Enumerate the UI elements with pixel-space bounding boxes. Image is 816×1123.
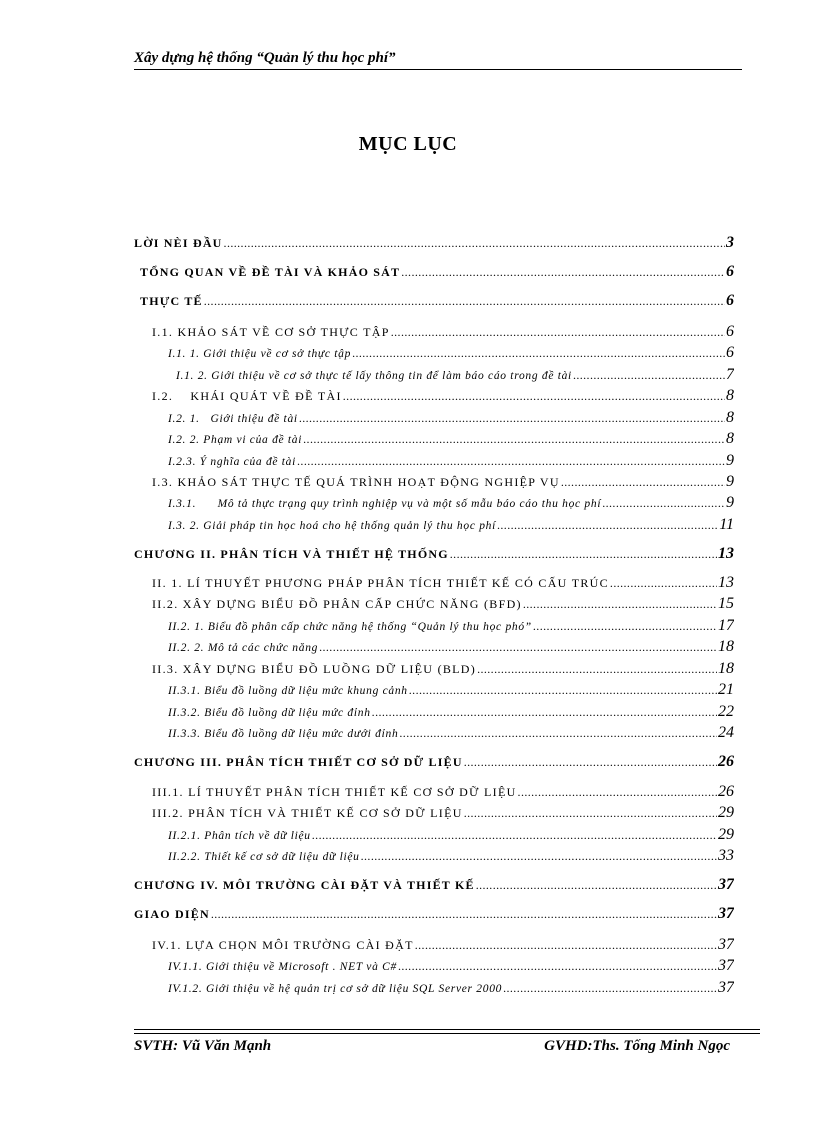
toc-dot-leader	[450, 547, 717, 562]
toc-entry-page: 13	[718, 574, 734, 591]
toc-entry	[168, 826, 734, 844]
toc-dot-leader	[573, 368, 725, 383]
toc-entry-page: 6	[726, 263, 734, 280]
toc-entry-label: II.2. 1. Biểu đồ phân cấp chức năng hệ thống “Quản lý thu học phó”	[168, 621, 532, 633]
toc-entry-label: I.1. KHẢO SÁT VỀ CƠ SỞ THỰC TẬP	[152, 325, 390, 339]
toc-entry	[168, 847, 734, 865]
toc-entry	[134, 234, 734, 252]
toc-entry	[140, 263, 734, 281]
toc-entry	[168, 724, 734, 742]
toc-entry-label: GIAO DIỆN	[134, 907, 210, 921]
toc-entry-label: I.2. KHÁI QUÁT VỀ ĐỀ TÀI	[152, 389, 342, 403]
toc-entry-label: CHƯƠNG III. PHÂN TÍCH THIẾT CƠ SỞ DỮ LIỆU	[134, 755, 463, 769]
toc-entry-label: II.2.1. Phân tích về dữ liệu	[168, 830, 311, 842]
toc-entry	[168, 638, 734, 656]
toc-entry-page: 9	[726, 452, 734, 469]
toc-entry-page: 18	[718, 660, 734, 677]
toc-dot-leader	[518, 785, 717, 800]
toc-dot-leader	[224, 236, 725, 251]
header-divider	[134, 69, 742, 70]
toc-entry	[152, 574, 734, 592]
toc-entry-page: 6	[726, 292, 734, 309]
toc-entry-page: 9	[726, 494, 734, 511]
toc-dot-leader	[401, 265, 725, 280]
toc-entry	[168, 617, 734, 635]
toc-dot-leader	[319, 640, 717, 655]
toc-entry	[168, 516, 734, 534]
toc-entry-label: II.2. XÂY DỰNG BIỂU ĐỒ PHÂN CẤP CHỨC NĂNG (BFD)	[152, 597, 522, 611]
page-header: Xây dựng hệ thống “Quản lý thu học phí”	[134, 50, 396, 66]
toc-entry-label: II.3. XÂY DỰNG BIỂU ĐỒ LUỒNG DỮ LIỆU (BLD)	[152, 662, 477, 676]
toc-entry-page: 22	[718, 703, 734, 720]
toc-dot-leader	[464, 755, 717, 770]
toc-entry	[168, 409, 734, 427]
toc-entry-label: II.3.3. Biểu đồ luồng dữ liệu mức dưới đỉnh	[168, 728, 399, 740]
toc-entry-page: 37	[718, 936, 734, 953]
toc-entry	[168, 681, 734, 699]
toc-entry-page: 26	[718, 783, 734, 800]
toc-dot-leader	[464, 806, 717, 821]
toc-entry	[152, 804, 734, 822]
toc-entry	[168, 452, 734, 470]
toc-entry-label: IV.1.2. Giới thiệu về hệ quản trị cơ sở dữ liệu SQL Server 2000	[168, 983, 503, 995]
toc-entry-page: 8	[726, 387, 734, 404]
toc-entry	[134, 905, 734, 923]
toc-entry-page: 37	[718, 957, 734, 974]
page-title: MỤC LỤC	[358, 133, 458, 155]
toc-entry-label: II. 1. LÍ THUYẾT PHƯƠNG PHÁP PHÂN TÍCH THIẾT KẾ CÓ CẤU TRÚC	[152, 576, 609, 590]
toc-dot-leader	[602, 496, 725, 511]
toc-entry-label: IV.1.1. Giới thiệu về Microsoft . NET và C#	[168, 961, 397, 973]
toc-entry	[134, 545, 734, 563]
toc-entry-label: IV.1. LỰA CHỌN MÔI TRƯỜNG CÀI ĐẶT	[152, 938, 414, 952]
toc-entry-page: 15	[718, 595, 734, 612]
toc-entry	[152, 595, 734, 613]
toc-entry-label: I.3. 2. Giải pháp tin học hoá cho hệ thống quản lý thu học phí	[168, 520, 496, 532]
toc-dot-leader	[561, 475, 725, 490]
toc-dot-leader	[399, 726, 717, 741]
toc-entry-label: TỔNG QUAN VỀ ĐỀ TÀI VÀ KHẢO SÁT	[140, 265, 401, 279]
toc-dot-leader	[497, 518, 718, 533]
toc-entry-page: 3	[726, 234, 734, 251]
toc-dot-leader	[477, 662, 717, 677]
toc-dot-leader	[391, 325, 725, 340]
toc-entry-page: 13	[718, 545, 734, 562]
toc-entry	[168, 979, 734, 997]
toc-dot-leader	[372, 705, 717, 720]
toc-entry-page: 29	[718, 804, 734, 821]
toc-dot-leader	[503, 981, 717, 996]
toc-dot-leader	[204, 294, 725, 309]
toc-entry	[168, 430, 734, 448]
toc-dot-leader	[297, 454, 725, 469]
toc-entry-label: CHƯƠNG IV. MÔI TRƯỜNG CÀI ĐẶT VÀ THIẾT KẾ	[134, 878, 475, 892]
toc-entry-page: 11	[719, 516, 734, 533]
toc-entry-page: 26	[718, 753, 734, 770]
toc-entry-page: 37	[718, 979, 734, 996]
toc-entry-page: 8	[726, 409, 734, 426]
toc-dot-leader	[415, 938, 717, 953]
toc-entry	[152, 936, 734, 954]
toc-entry	[168, 957, 734, 975]
toc-dot-leader	[303, 432, 725, 447]
toc-dot-leader	[352, 346, 725, 361]
toc-entry-page: 7	[726, 366, 734, 383]
toc-entry-label: I.1. 2. Giới thiệu về cơ sở thực tế lấy thông tin để làm báo cáo trong đề tài	[176, 370, 572, 382]
toc-entry-page: 17	[718, 617, 734, 634]
toc-entry-page: 21	[718, 681, 734, 698]
footer-supervisor: GVHD:Ths. Tống Minh Ngọc	[544, 1038, 730, 1054]
toc-entry-label: III.2. PHÂN TÍCH VÀ THIẾT KẾ CƠ SỞ DỮ LIỆU	[152, 806, 463, 820]
toc-entry	[134, 753, 734, 771]
toc-entry-page: 24	[718, 724, 734, 741]
toc-entry-label: I.3.1. Mô tả thực trạng quy trình nghiệp vụ và một số mẫu báo cáo thu học phí	[168, 498, 602, 510]
toc-entry	[134, 876, 734, 894]
toc-entry-page: 9	[726, 473, 734, 490]
toc-entry	[152, 323, 734, 341]
toc-entry-label: II.3.2. Biểu đồ luồng dữ liệu mức đỉnh	[168, 707, 371, 719]
footer-divider	[134, 1029, 760, 1030]
toc-dot-leader	[343, 389, 725, 404]
toc-dot-leader	[398, 959, 717, 974]
toc-dot-leader	[312, 828, 717, 843]
toc-entry-label: II.3.1. Biểu đồ luồng dữ liệu mức khung cảnh	[168, 685, 408, 697]
toc-entry-label: I.1. 1. Giới thiệu về cơ sở thực tập	[168, 348, 352, 360]
toc-entry-label: I.2.3. Ý nghĩa của đề tài	[168, 456, 297, 468]
toc-entry	[152, 473, 734, 491]
toc-entry-label: THỰC TẾ	[140, 294, 203, 308]
toc-entry-label: LỜI NÈI ĐẦU	[134, 236, 223, 250]
toc-entry	[152, 660, 734, 678]
toc-entry-label: II.2.2. Thiết kế cơ sở dữ liệu dữ liệu	[168, 851, 360, 863]
toc-entry	[152, 387, 734, 405]
toc-entry-page: 37	[718, 905, 734, 922]
toc-entry-page: 37	[718, 876, 734, 893]
toc-entry-label: III.1. LÍ THUYẾT PHÂN TÍCH THIẾT KẾ CƠ SỞ DỮ LIỆU	[152, 785, 517, 799]
toc-dot-leader	[533, 619, 717, 634]
toc-dot-leader	[476, 878, 717, 893]
toc-entry-label: I.2. 1. Giới thiệu đề tài	[168, 413, 298, 425]
toc-entry-page: 33	[718, 847, 734, 864]
toc-dot-leader	[299, 411, 725, 426]
toc-entry	[168, 344, 734, 362]
toc-entry	[152, 783, 734, 801]
toc-entry-label: II.2. 2. Mô tả các chức năng	[168, 642, 319, 654]
toc-entry	[168, 494, 734, 512]
footer-divider-secondary	[134, 1033, 760, 1034]
toc-entry-label: I.2. 2. Phạm vi của đề tài	[168, 434, 303, 446]
toc-dot-leader	[211, 907, 717, 922]
footer-student: SVTH: Vũ Văn Mạnh	[134, 1038, 272, 1054]
toc-entry-page: 29	[718, 826, 734, 843]
toc-dot-leader	[610, 576, 717, 591]
toc-dot-leader	[523, 597, 717, 612]
toc-entry-page: 6	[726, 323, 734, 340]
toc-entry	[176, 366, 734, 384]
toc-dot-leader	[409, 683, 717, 698]
toc-entry-page: 8	[726, 430, 734, 447]
toc-dot-leader	[361, 849, 717, 864]
toc-entry-label: I.3. KHẢO SÁT THỰC TẾ QUÁ TRÌNH HOẠT ĐỘNG NGHIỆP VỤ	[152, 475, 560, 489]
toc-entry	[168, 703, 734, 721]
toc-entry-label: CHƯƠNG II. PHÂN TÍCH VÀ THIẾT HỆ THỐNG	[134, 547, 449, 561]
toc-entry-page: 6	[726, 344, 734, 361]
toc-entry-page: 18	[718, 638, 734, 655]
toc-entry	[140, 292, 734, 310]
